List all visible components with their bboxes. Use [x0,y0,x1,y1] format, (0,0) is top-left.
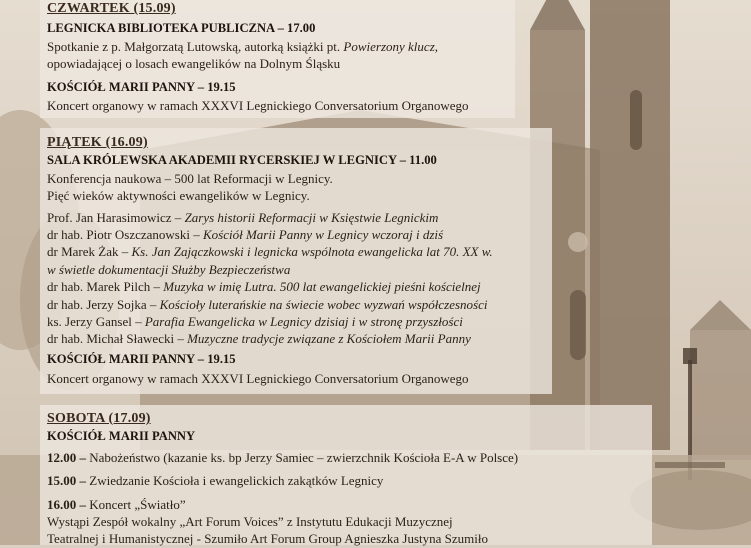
thursday-concert-description: Koncert organowy w ramach XXXVI Legnickiego Conversatorium Organowego [47,98,469,114]
talk-speaker: ks. Jerzy Gansel – [47,314,145,330]
talk-title: Muzyczne tradycje związane z Kościołem Marii Panny [187,331,471,347]
talk-item [47,261,493,278]
saturday-concert-performers-line2: Teatralnej i Humanistycznej - Szumiło Art Forum Group Agnieszka Justyna Szumiło [47,531,489,547]
talk-item [47,243,493,260]
event-time: 12.00 – [47,449,90,465]
saturday-concert-performers-line1: Wystąpi Zespół wokalny „Art Forum Voices” z Instytutu Edukacji Muzycznej [47,514,453,530]
thursday-day-heading: CZWARTEK (15.09) [47,1,176,16]
talk-item [47,296,493,313]
saturday-event-service [47,449,518,466]
friday-venue-royal-hall: SALA KRÓLEWSKA AKADEMII RYCERSKIEJ W LEGNICY – 11.00 [47,153,437,168]
talk-item [47,209,493,226]
event-text: Nabożeństwo (kazanie ks. bp Jerzy Samiec – zwierzchnik Kościoła E-A w Polsce) [89,449,519,465]
talk-title: Ks. Jan Zajączkowski i legnicka wspólnota ewangelicka lat 70. XX w. [131,244,493,260]
talk-item [47,226,493,243]
thursday-venue-church: KOŚCIÓŁ MARII PANNY – 19.15 [47,79,236,94]
talk-speaker: dr Marek Żak – [47,244,132,260]
friday-concert-description: Koncert organowy w ramach XXXVI Legnickiego Conversatorium Organowego [47,371,469,387]
thursday-meeting-description-line2: opowiadającej o losach ewangelików na Dolnym Śląsku [47,56,341,72]
talk-title: Kościoły luterańskie na świecie wobec wyzwań współczesności [159,296,488,312]
thursday-venue-library: LEGNICKA BIBLIOTEKA PUBLICZNA – 17.00 [47,21,316,36]
talk-item [47,313,493,330]
event-time: 16.00 – [47,496,90,512]
event-text: Koncert „Światło” [89,496,186,512]
thursday-book-title: Powierzony klucz, [343,38,438,54]
talk-item [47,278,493,295]
talk-speaker: dr hab. Marek Pilch – [47,279,164,295]
event-time: 15.00 – [47,473,90,489]
talk-title: Zarys historii Reformacji w Księstwie Legnickim [184,209,439,225]
friday-day-heading: PIĄTEK (16.09) [47,135,148,150]
friday-talks-list [47,209,493,348]
talk-speaker: dr hab. Piotr Oszczanowski – [47,227,203,243]
talk-title: Kościół Marii Panny w Legnicy wczoraj i dziś [202,227,444,243]
talk-title: w świetle dokumentacji Służby Bezpieczeństwa [47,261,291,277]
friday-section [47,134,493,388]
thursday-meeting-description [47,38,469,55]
thursday-section [47,0,469,114]
talk-item [47,330,493,347]
friday-conference-line2: Pięć wieków aktywności ewangelików w Legnicy. [47,188,310,204]
saturday-section [47,410,518,548]
saturday-event-concert [47,496,518,513]
talk-speaker: dr hab. Michał Sławecki – [47,331,188,347]
saturday-venue-church: KOŚCIÓŁ MARII PANNY [47,429,196,444]
event-text: Zwiedzanie Kościoła i ewangelickich zakątków Legnicy [89,473,384,489]
talk-speaker: Prof. Jan Harasimowicz – [47,209,185,225]
thursday-meeting-text: Spotkanie z p. Małgorzatą Lutowską, autorką książki pt. [47,38,344,54]
friday-conference-line1: Konferencja naukowa – 500 lat Reformacji w Legnicy. [47,170,333,186]
saturday-day-heading: SOBOTA (17.09) [47,411,151,426]
talk-title: Parafia Ewangelicka w Legnicy dzisiaj i w stronę przyszłości [144,314,463,330]
talk-speaker: dr hab. Jerzy Sojka – [47,296,160,312]
talk-title: Muzyka w imię Lutra. 500 lat ewangelickiej pieśni kościelnej [163,279,481,295]
friday-venue-church: KOŚCIÓŁ MARII PANNY – 19.15 [47,351,236,366]
saturday-event-tour [47,472,518,489]
